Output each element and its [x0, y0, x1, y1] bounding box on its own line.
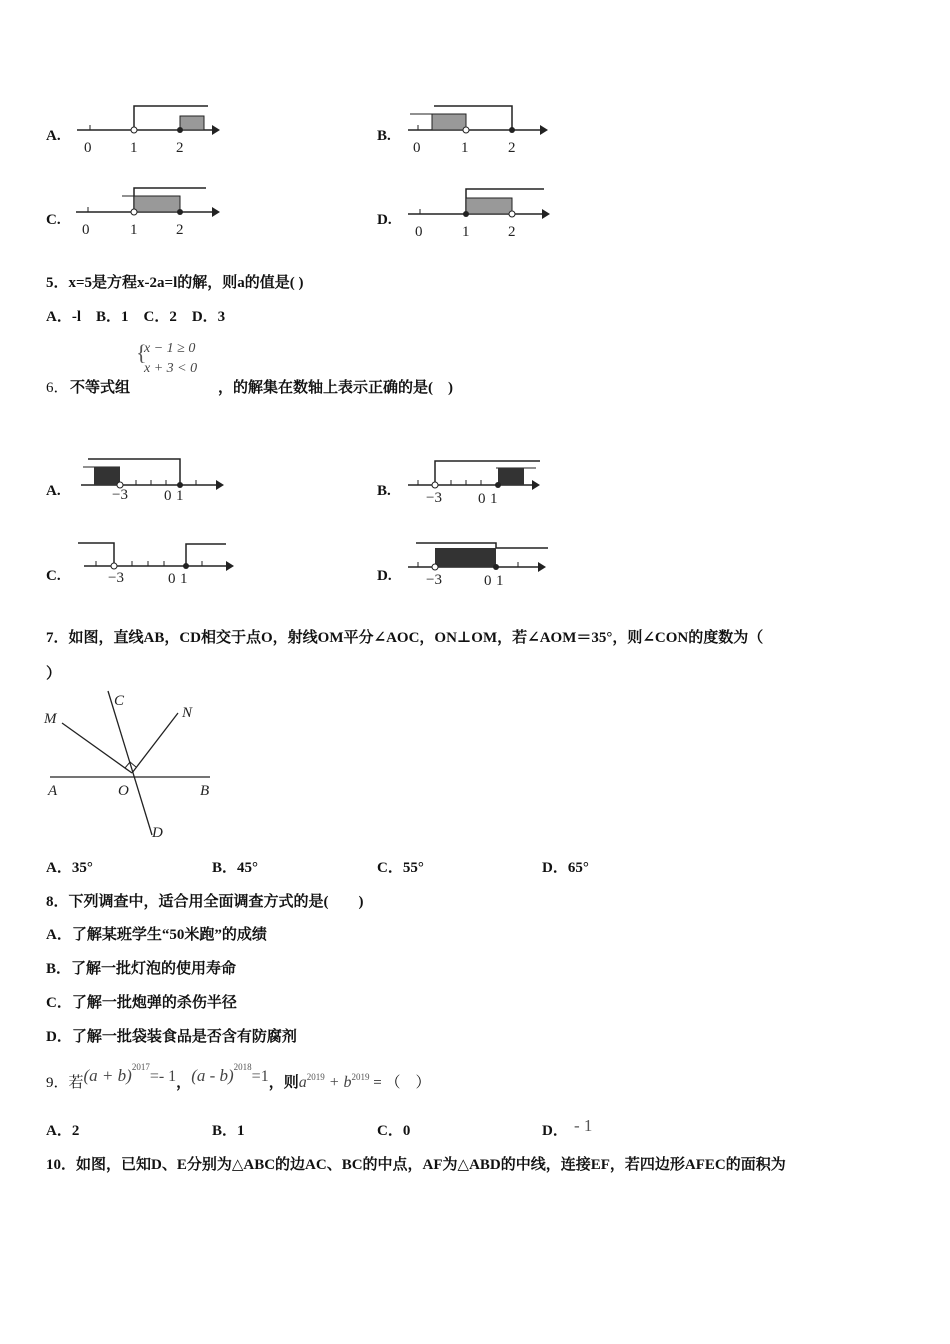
svg-text:M: M	[44, 711, 57, 727]
q9-number: 9．若	[46, 1075, 84, 1091]
svg-text:1: 1	[496, 573, 504, 589]
svg-text:0: 0	[484, 573, 492, 589]
svg-text:0: 0	[168, 571, 176, 587]
svg-text:1: 1	[461, 140, 469, 156]
q9-option-d: D．	[542, 1123, 568, 1139]
q7-stem-end: ）	[46, 666, 62, 682]
q9-expr2: (a - b)	[191, 1066, 234, 1085]
q6-option-b-label: B.	[377, 483, 391, 499]
q7-option-d: D．65°	[542, 860, 589, 876]
q6-numberline-b	[406, 458, 566, 513]
q9-eq1: =- 1	[149, 1068, 177, 1085]
q4-option-b-label: B.	[377, 128, 391, 144]
q9-expr1: (a + b)	[83, 1066, 132, 1085]
svg-text:1: 1	[176, 488, 184, 504]
q10-stem: 10．如图，已知D、E分别为△ABC的边AC、BC的中点，AF为△ABD的中线，连接EF，若四边形AFEC的面积为	[46, 1157, 786, 1173]
q4-numberline-c	[72, 182, 222, 242]
svg-text:D: D	[152, 825, 163, 841]
svg-text:−3: −3	[112, 487, 128, 503]
q6-numberline-c	[76, 540, 246, 595]
svg-text:B: B	[200, 783, 210, 799]
q9-sep1: ，	[176, 1075, 192, 1091]
q4-numberline-b	[404, 100, 554, 160]
q9-option-c: C．0	[377, 1123, 411, 1139]
svg-text:O: O	[118, 783, 129, 799]
q6-stem-post: ，的解集在数轴上表示正确的是( )	[218, 380, 453, 396]
svg-text:N: N	[182, 705, 193, 721]
q7-option-a: A．35°	[46, 860, 93, 876]
q9-stem	[46, 1062, 430, 1092]
svg-text:0: 0	[413, 140, 421, 156]
svg-text:1: 1	[490, 491, 498, 507]
q4-numberline-a	[72, 100, 222, 160]
q9-sep2: ，则	[268, 1075, 299, 1091]
q4-option-d-label: D.	[377, 212, 392, 228]
svg-text:1: 1	[462, 224, 470, 240]
q7-option-b: B．45°	[212, 860, 259, 876]
q6-option-a-label: A.	[46, 483, 61, 499]
q8-option-c: C．了解一批炮弹的杀伤半径	[46, 995, 237, 1011]
svg-text:0: 0	[415, 224, 423, 240]
q5-stem: 5．x=5是方程x-2a=l的解，则a的值是( )	[46, 275, 304, 291]
q9-option-d-value: - 1	[574, 1116, 593, 1135]
svg-text:C: C	[114, 693, 125, 709]
svg-text:0: 0	[478, 491, 486, 507]
q6-option-c-label: C.	[46, 568, 61, 584]
q7-angle-diagram	[40, 685, 230, 845]
q9-plus-b: + b	[324, 1074, 352, 1091]
svg-text:−3: −3	[108, 570, 124, 586]
svg-text:1: 1	[130, 140, 138, 156]
svg-text:2: 2	[508, 140, 516, 156]
svg-text:1: 1	[180, 571, 188, 587]
q5-options: A．-l B．1 C．2 D．3	[46, 309, 226, 325]
q6-inequality-2: x + 3 < 0	[144, 361, 198, 376]
svg-text:2: 2	[176, 140, 184, 156]
svg-text:−3: −3	[426, 490, 442, 506]
q8-option-d: D．了解一批袋装食品是否含有防腐剂	[46, 1029, 297, 1045]
q9-exp4: 2019	[351, 1072, 370, 1082]
q9-exp3: 2019	[306, 1072, 325, 1082]
q9-a: a	[298, 1074, 307, 1091]
q9-option-a: A．2	[46, 1123, 80, 1139]
q6-numberline-a	[76, 455, 236, 510]
q7-option-c: C．55°	[377, 860, 424, 876]
q6-option-d-label: D.	[377, 568, 392, 584]
svg-text:A: A	[48, 783, 58, 799]
q9-option-b: B．1	[212, 1123, 245, 1139]
q6-inequality-1: x − 1 ≥ 0	[144, 341, 196, 356]
q8-option-b: B．了解一批灯泡的使用寿命	[46, 961, 237, 977]
q9-tail: = （ ）	[369, 1075, 431, 1091]
q6-numberline-d	[406, 540, 566, 595]
svg-text:0: 0	[82, 222, 90, 238]
q4-option-a-label: A.	[46, 128, 61, 144]
svg-text:2: 2	[508, 224, 516, 240]
svg-text:−3: −3	[426, 572, 442, 588]
svg-text:0: 0	[164, 488, 172, 504]
q6-number: 6．	[46, 380, 69, 396]
q6-stem-pre: 不等式组	[70, 380, 131, 396]
svg-text:2: 2	[176, 222, 184, 238]
q8-option-a: A．了解某班学生“50米跑”的成绩	[46, 927, 267, 943]
q8-stem: 8．下列调查中，适合用全面调查方式的是( )	[46, 894, 364, 910]
q4-numberline-d	[404, 182, 554, 242]
q7-stem: 7．如图，直线AB，CD相交于点O，射线OM平分∠AOC，ON⊥OM，若∠AOM＝35°，则∠CON的度数为（	[46, 630, 764, 646]
q9-exp1: 2017	[131, 1062, 150, 1072]
q4-option-c-label: C.	[46, 212, 61, 228]
q9-eq2: =1	[251, 1068, 269, 1085]
svg-text:1: 1	[130, 222, 138, 238]
q9-exp2: 2018	[233, 1062, 252, 1072]
svg-text:0: 0	[84, 140, 92, 156]
q6-brace: {	[136, 340, 147, 365]
